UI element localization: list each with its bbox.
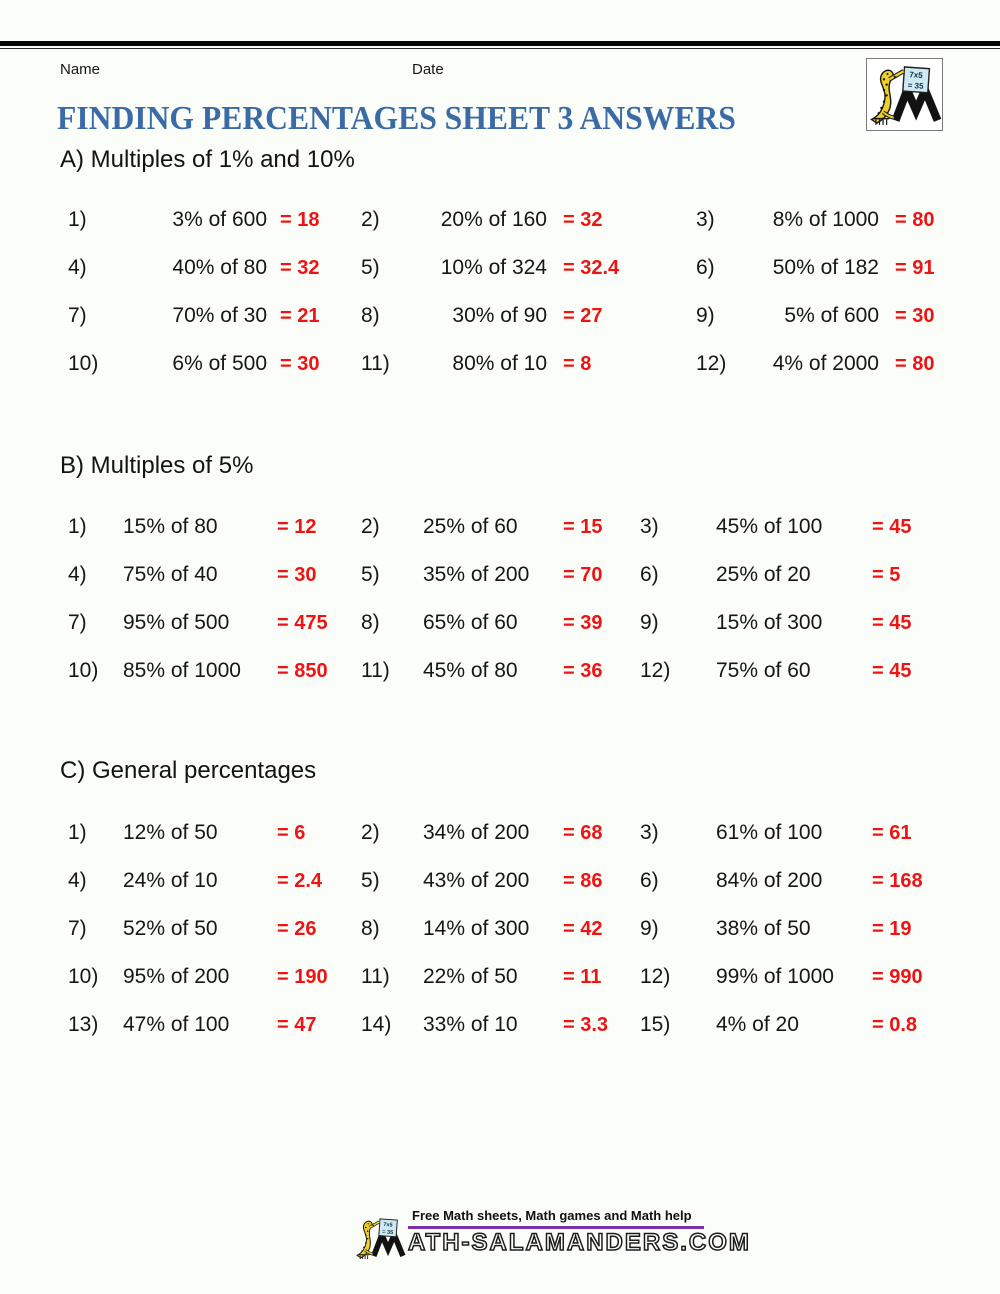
problem-expression: 61% of 100 bbox=[716, 821, 823, 844]
problem-row bbox=[0, 1001, 1000, 1049]
problem-number: 4) bbox=[68, 563, 87, 586]
problem-number: 2) bbox=[361, 515, 380, 538]
top-divider-thin bbox=[0, 48, 1000, 49]
problem-answer: = 45 bbox=[872, 660, 912, 682]
problem-answer: = 5 bbox=[872, 564, 901, 586]
footer-tagline: Free Math sheets, Math games and Math help bbox=[412, 1208, 692, 1223]
problem-number: 4) bbox=[68, 869, 87, 892]
footer-site-name: ATH-SALAMANDERS.COM bbox=[408, 1229, 751, 1256]
problem-answer: = 47 bbox=[277, 1014, 317, 1036]
problem-number: 10) bbox=[68, 965, 99, 988]
problem-expression: 95% of 200 bbox=[123, 965, 230, 988]
problem-expression: 65% of 60 bbox=[423, 611, 518, 634]
problem-row bbox=[0, 503, 1000, 551]
problem-expression: 20% of 160 bbox=[440, 208, 547, 231]
problem-expression: 8% of 1000 bbox=[772, 208, 879, 231]
problem-answer: = 36 bbox=[563, 660, 603, 682]
problem-row bbox=[0, 196, 1000, 244]
problem-number: 6) bbox=[640, 563, 659, 586]
problem-expression: 84% of 200 bbox=[716, 869, 823, 892]
problem-answer: = 11 bbox=[563, 966, 602, 988]
problem-expression: 45% of 100 bbox=[716, 515, 823, 538]
problem-answer: = 30 bbox=[280, 353, 320, 375]
problem-number: 12) bbox=[640, 659, 671, 682]
problem-expression: 6% of 500 bbox=[172, 352, 267, 375]
problem-answer: = 990 bbox=[872, 966, 923, 988]
problem-expression: 80% of 10 bbox=[452, 352, 547, 375]
problem-number: 7) bbox=[68, 304, 87, 327]
problem-answer: = 3.3 bbox=[563, 1014, 609, 1036]
problem-answer: = 2.4 bbox=[277, 870, 323, 892]
section-c-problems bbox=[0, 809, 1000, 1049]
problem-expression: 30% of 90 bbox=[452, 304, 547, 327]
problem-expression: 10% of 324 bbox=[440, 256, 547, 279]
problem-answer: = 68 bbox=[563, 822, 603, 844]
problem-expression: 85% of 1000 bbox=[123, 659, 241, 682]
problem-expression: 45% of 80 bbox=[423, 659, 518, 682]
problem-row bbox=[0, 647, 1000, 695]
problem-answer: = 8 bbox=[563, 353, 592, 375]
problem-answer: = 32 bbox=[280, 257, 320, 279]
problem-row bbox=[0, 244, 1000, 292]
problem-expression: 95% of 500 bbox=[123, 611, 230, 634]
problem-expression: 12% of 50 bbox=[123, 821, 218, 844]
problem-number: 9) bbox=[696, 304, 715, 327]
problem-expression: 25% of 60 bbox=[423, 515, 518, 538]
problem-answer: = 21 bbox=[280, 305, 320, 327]
problem-expression: 4% of 2000 bbox=[772, 352, 879, 375]
problem-number: 11) bbox=[361, 659, 390, 682]
problem-number: 5) bbox=[361, 869, 380, 892]
brand-logo-box bbox=[866, 58, 943, 131]
problem-row bbox=[0, 292, 1000, 340]
problem-expression: 50% of 182 bbox=[772, 256, 879, 279]
problem-answer: = 18 bbox=[280, 209, 320, 231]
problem-number: 9) bbox=[640, 611, 659, 634]
problem-answer: = 32 bbox=[563, 209, 603, 231]
problem-expression: 24% of 10 bbox=[123, 869, 218, 892]
salamander-footer-icon bbox=[354, 1210, 406, 1266]
problem-answer: = 15 bbox=[563, 516, 603, 538]
problem-number: 2) bbox=[361, 821, 380, 844]
problem-answer: = 80 bbox=[895, 209, 935, 231]
problem-answer: = 30 bbox=[277, 564, 317, 586]
problem-number: 3) bbox=[696, 208, 715, 231]
salamander-logo-icon bbox=[867, 59, 942, 130]
problem-expression: 5% of 600 bbox=[784, 304, 879, 327]
problem-row bbox=[0, 599, 1000, 647]
section-b-heading: B) Multiples of 5% bbox=[60, 452, 254, 479]
problem-answer: = 30 bbox=[895, 305, 935, 327]
problem-expression: 14% of 300 bbox=[423, 917, 530, 940]
problem-number: 11) bbox=[361, 965, 390, 988]
problem-answer: = 70 bbox=[563, 564, 603, 586]
problem-expression: 34% of 200 bbox=[423, 821, 530, 844]
problem-number: 8) bbox=[361, 917, 380, 940]
problem-expression: 33% of 10 bbox=[423, 1013, 518, 1036]
problem-number: 10) bbox=[68, 659, 99, 682]
problem-answer: = 19 bbox=[872, 918, 912, 940]
problem-number: 11) bbox=[361, 352, 390, 375]
footer-brand bbox=[354, 1208, 751, 1266]
problem-expression: 47% of 100 bbox=[123, 1013, 230, 1036]
problem-answer: = 45 bbox=[872, 612, 912, 634]
problem-answer: = 6 bbox=[277, 822, 306, 844]
problem-number: 12) bbox=[640, 965, 671, 988]
problem-number: 1) bbox=[68, 515, 87, 538]
problem-number: 7) bbox=[68, 917, 87, 940]
problem-row bbox=[0, 857, 1000, 905]
problem-number: 8) bbox=[361, 611, 380, 634]
problem-number: 14) bbox=[361, 1013, 392, 1036]
problem-row bbox=[0, 953, 1000, 1001]
problem-expression: 15% of 80 bbox=[123, 515, 218, 538]
problem-expression: 22% of 50 bbox=[423, 965, 518, 988]
problem-number: 1) bbox=[68, 821, 87, 844]
problem-answer: = 12 bbox=[277, 516, 317, 538]
problem-answer: = 80 bbox=[895, 353, 935, 375]
top-divider-thick bbox=[0, 41, 1000, 46]
problem-answer: = 45 bbox=[872, 516, 912, 538]
problem-answer: = 168 bbox=[872, 870, 923, 892]
problem-number: 13) bbox=[68, 1013, 99, 1036]
problem-answer: = 42 bbox=[563, 918, 603, 940]
problem-number: 4) bbox=[68, 256, 87, 279]
problem-number: 10) bbox=[68, 352, 99, 375]
section-a-heading: A) Multiples of 1% and 10% bbox=[60, 146, 355, 173]
problem-row bbox=[0, 905, 1000, 953]
problem-expression: 99% of 1000 bbox=[716, 965, 834, 988]
problem-answer: = 26 bbox=[277, 918, 317, 940]
section-b-problems bbox=[0, 503, 1000, 695]
problem-answer: = 86 bbox=[563, 870, 603, 892]
problem-answer: = 190 bbox=[277, 966, 328, 988]
problem-number: 9) bbox=[640, 917, 659, 940]
problem-number: 12) bbox=[696, 352, 727, 375]
page-title: FINDING PERCENTAGES SHEET 3 ANSWERS bbox=[57, 100, 736, 137]
problem-number: 6) bbox=[696, 256, 715, 279]
problem-number: 3) bbox=[640, 515, 659, 538]
problem-answer: = 39 bbox=[563, 612, 603, 634]
problem-row bbox=[0, 551, 1000, 599]
problem-answer: = 61 bbox=[872, 822, 912, 844]
problem-expression: 75% of 60 bbox=[716, 659, 811, 682]
problem-expression: 40% of 80 bbox=[172, 256, 267, 279]
problem-answer: = 91 bbox=[895, 257, 935, 279]
problem-expression: 52% of 50 bbox=[123, 917, 218, 940]
problem-number: 15) bbox=[640, 1013, 671, 1036]
problem-row bbox=[0, 340, 1000, 388]
problem-number: 3) bbox=[640, 821, 659, 844]
problem-number: 1) bbox=[68, 208, 87, 231]
problem-answer: = 850 bbox=[277, 660, 328, 682]
problem-row bbox=[0, 809, 1000, 857]
problem-expression: 4% of 20 bbox=[716, 1013, 799, 1036]
problem-number: 5) bbox=[361, 256, 380, 279]
problem-expression: 15% of 300 bbox=[716, 611, 823, 634]
problem-expression: 25% of 20 bbox=[716, 563, 811, 586]
name-label: Name bbox=[60, 61, 101, 78]
problem-answer: = 0.8 bbox=[872, 1014, 918, 1036]
problem-expression: 38% of 50 bbox=[716, 917, 811, 940]
problem-expression: 75% of 40 bbox=[123, 563, 218, 586]
problem-expression: 43% of 200 bbox=[423, 869, 530, 892]
problem-answer: = 32.4 bbox=[563, 257, 620, 279]
problem-expression: 3% of 600 bbox=[172, 208, 267, 231]
problem-number: 8) bbox=[361, 304, 380, 327]
date-label: Date bbox=[412, 61, 444, 78]
problem-expression: 35% of 200 bbox=[423, 563, 530, 586]
problem-answer: = 27 bbox=[563, 305, 603, 327]
section-a-problems bbox=[0, 196, 1000, 388]
problem-number: 2) bbox=[361, 208, 380, 231]
problem-answer: = 475 bbox=[277, 612, 328, 634]
section-c-heading: C) General percentages bbox=[60, 757, 317, 784]
problem-number: 6) bbox=[640, 869, 659, 892]
problem-number: 5) bbox=[361, 563, 380, 586]
problem-number: 7) bbox=[68, 611, 87, 634]
problem-expression: 70% of 30 bbox=[172, 304, 267, 327]
